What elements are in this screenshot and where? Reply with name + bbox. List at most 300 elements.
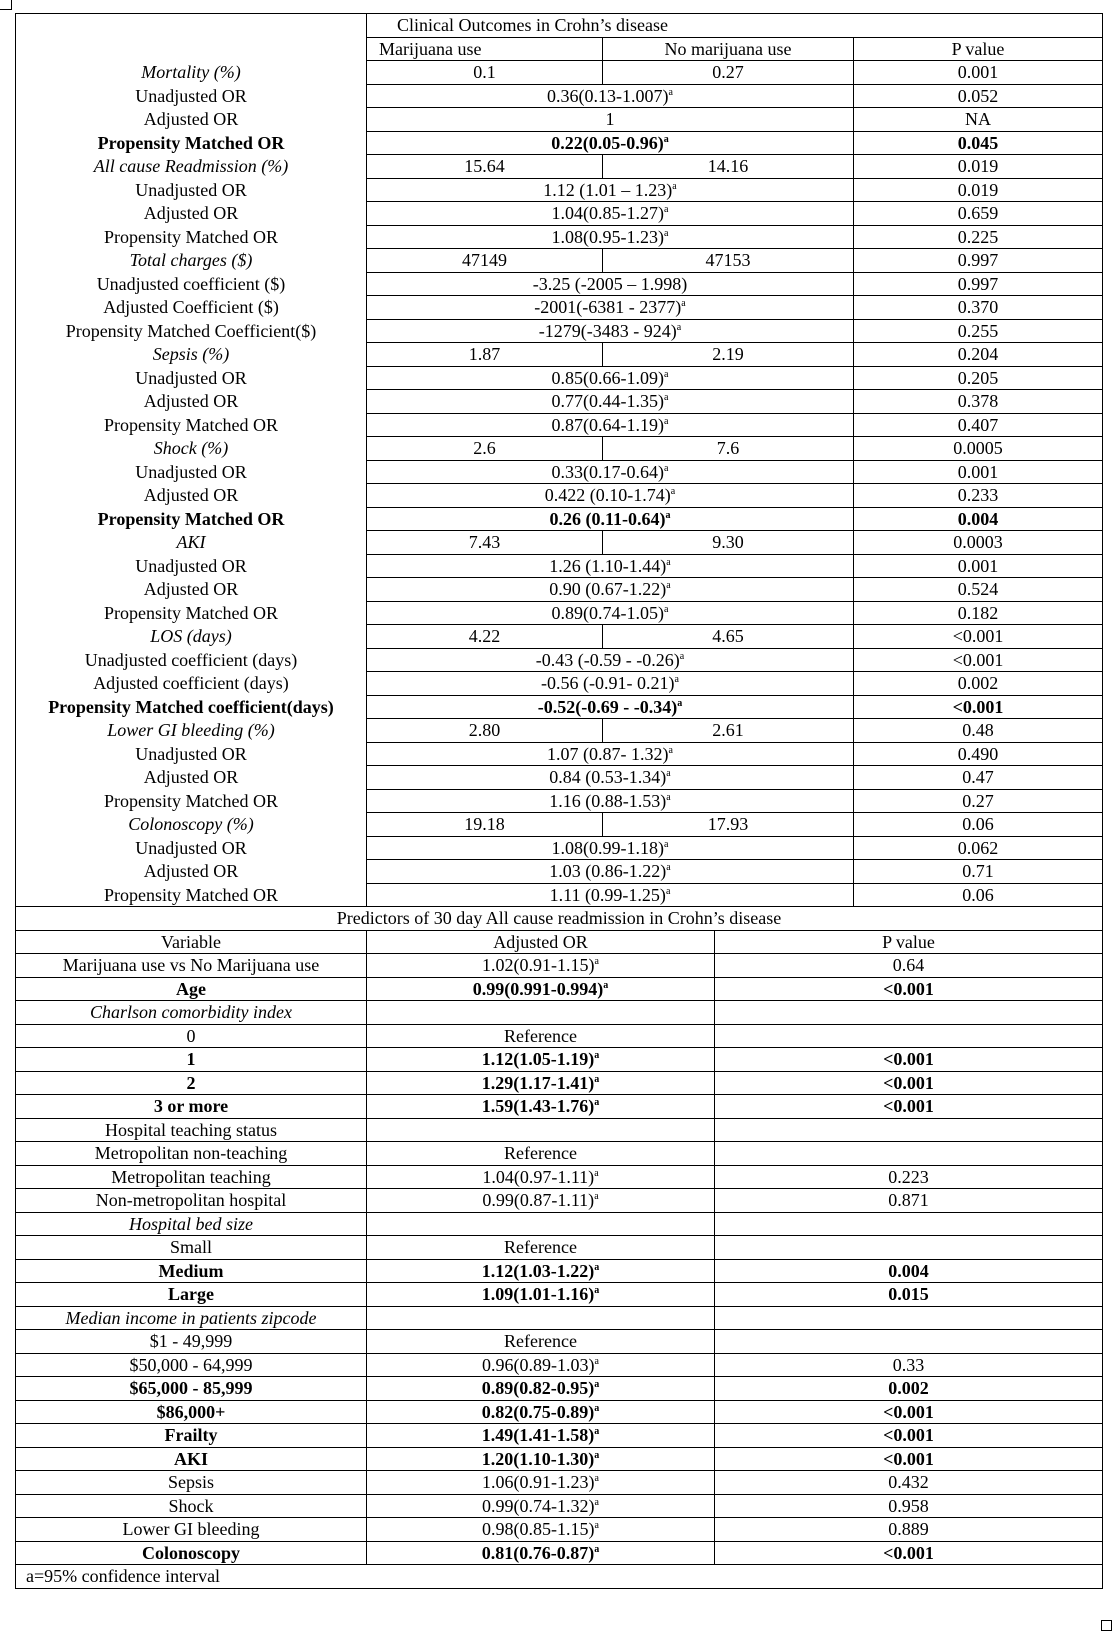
adjusted-or-cell bbox=[367, 1118, 715, 1142]
table-row bbox=[16, 672, 1103, 696]
p-value: 0.71 bbox=[854, 860, 1103, 884]
estimate-value: 0.77(0.44-1.35) bbox=[551, 391, 665, 412]
variable-label: Medium bbox=[16, 1259, 367, 1283]
p-value: <0.001 bbox=[715, 1400, 1103, 1424]
estimate-value: -0.43 (-0.59 - -0.26) bbox=[535, 649, 680, 670]
table-row bbox=[16, 202, 1103, 226]
table-row bbox=[16, 1471, 1103, 1495]
row-label: All cause Readmission (%) bbox=[16, 155, 367, 179]
marijuana-value: 15.64 bbox=[367, 155, 603, 179]
adjusted-or-cell bbox=[367, 1095, 715, 1119]
header-marijuana-use: Marijuana use bbox=[367, 37, 603, 61]
variable-label: Small bbox=[16, 1236, 367, 1260]
estimate-cell bbox=[367, 742, 854, 766]
table-row bbox=[16, 1447, 1103, 1471]
adjusted-or-cell bbox=[367, 1424, 715, 1448]
row-label: Adjusted OR bbox=[16, 766, 367, 790]
table-row bbox=[16, 343, 1103, 367]
table-row bbox=[16, 390, 1103, 414]
ci-footnote-marker: a bbox=[594, 1449, 600, 1461]
table-row bbox=[16, 1306, 1103, 1330]
table-row bbox=[16, 1142, 1103, 1166]
ci-footnote-marker: a bbox=[672, 180, 677, 192]
estimate-cell bbox=[367, 578, 854, 602]
estimate-cell bbox=[367, 883, 854, 907]
table-row bbox=[16, 61, 1103, 85]
ci-footnote-marker: a bbox=[664, 415, 669, 427]
estimate-cell bbox=[367, 272, 854, 296]
table-row bbox=[16, 719, 1103, 743]
ci-footnote-marker: a bbox=[674, 674, 679, 686]
ci-footnote-marker: a bbox=[664, 227, 669, 239]
adjusted-or-cell bbox=[367, 1353, 715, 1377]
p-value: 0.015 bbox=[715, 1283, 1103, 1307]
adjusted-or-value: 1.12(1.05-1.19) bbox=[481, 1049, 595, 1070]
p-value: 0.001 bbox=[854, 554, 1103, 578]
adjusted-or-value: 0.82(0.75-0.89) bbox=[481, 1401, 595, 1422]
row-label: Unadjusted OR bbox=[16, 554, 367, 578]
p-value: 0.233 bbox=[854, 484, 1103, 508]
p-value: 0.958 bbox=[715, 1494, 1103, 1518]
table-row bbox=[16, 860, 1103, 884]
table-row bbox=[16, 249, 1103, 273]
ci-footnote-marker: a bbox=[681, 298, 686, 310]
row-label: Propensity Matched OR bbox=[16, 225, 367, 249]
row-label: Unadjusted OR bbox=[16, 836, 367, 860]
table-row bbox=[16, 695, 1103, 719]
table-row bbox=[16, 1494, 1103, 1518]
variable-label: 1 bbox=[16, 1048, 367, 1072]
adjusted-or-cell bbox=[367, 1212, 715, 1236]
marijuana-value: 1.87 bbox=[367, 343, 603, 367]
no-marijuana-value: 0.27 bbox=[603, 61, 854, 85]
ci-footnote-marker: a bbox=[594, 1473, 599, 1485]
estimate-value: -0.52(-0.69 - -0.34) bbox=[537, 696, 678, 717]
p-value: 0.33 bbox=[715, 1353, 1103, 1377]
ci-footnote-marker: a bbox=[594, 1073, 600, 1085]
document-page bbox=[15, 13, 1102, 1589]
ci-footnote-marker: a bbox=[679, 650, 685, 662]
variable-label: Metropolitan non-teaching bbox=[16, 1142, 367, 1166]
p-value: 0.019 bbox=[854, 178, 1103, 202]
ci-footnote-marker: a bbox=[670, 486, 676, 498]
footnote-row bbox=[16, 1565, 1103, 1589]
no-marijuana-value: 47153 bbox=[603, 249, 854, 273]
clinical-outcomes-title: Clinical Outcomes in Crohn’s disease bbox=[367, 14, 1103, 38]
adjusted-or-cell bbox=[367, 1283, 715, 1307]
table-row bbox=[16, 1518, 1103, 1542]
p-value: 0.182 bbox=[854, 601, 1103, 625]
p-value: <0.001 bbox=[715, 977, 1103, 1001]
p-value: 0.524 bbox=[854, 578, 1103, 602]
table-row bbox=[16, 648, 1103, 672]
predictors-title: Predictors of 30 day All cause readmission in Crohn’s disease bbox=[16, 907, 1103, 931]
adjusted-or-value: 0.99(0.991-0.994) bbox=[472, 978, 604, 999]
ci-footnote-marker: a bbox=[594, 1285, 600, 1297]
estimate-cell bbox=[367, 131, 854, 155]
p-value: 0.370 bbox=[854, 296, 1103, 320]
adjusted-or-value: 1.59(1.43-1.76) bbox=[481, 1096, 595, 1117]
table-row bbox=[16, 836, 1103, 860]
variable-label: 3 or more bbox=[16, 1095, 367, 1119]
row-label: Adjusted coefficient (days) bbox=[16, 672, 367, 696]
adjusted-or-cell bbox=[367, 1306, 715, 1330]
document-corner-mark bbox=[0, 0, 12, 10]
row-label: Propensity Matched OR bbox=[16, 507, 367, 531]
row-label: Propensity Matched OR bbox=[16, 413, 367, 437]
table-row bbox=[16, 296, 1103, 320]
no-marijuana-value: 7.6 bbox=[603, 437, 854, 461]
adjusted-or-cell bbox=[367, 1048, 715, 1072]
table-row bbox=[16, 155, 1103, 179]
ci-footnote-marker: a bbox=[664, 204, 669, 216]
p-value bbox=[715, 1330, 1103, 1354]
table-row bbox=[16, 1001, 1103, 1025]
ci-footnote-marker: a bbox=[668, 744, 673, 756]
adjusted-or-cell bbox=[367, 1541, 715, 1565]
p-value: <0.001 bbox=[715, 1071, 1103, 1095]
marijuana-value: 2.80 bbox=[367, 719, 603, 743]
adjusted-or-value: Reference bbox=[504, 1143, 577, 1164]
p-value: 0.378 bbox=[854, 390, 1103, 414]
p-value: 0.889 bbox=[715, 1518, 1103, 1542]
p-value: 0.0003 bbox=[854, 531, 1103, 555]
p-value: <0.001 bbox=[854, 648, 1103, 672]
no-marijuana-value: 9.30 bbox=[603, 531, 854, 555]
table-row bbox=[16, 484, 1103, 508]
table-row bbox=[16, 1283, 1103, 1307]
ci-footnote-marker: a bbox=[668, 86, 673, 98]
estimate-cell bbox=[367, 554, 854, 578]
p-value: 0.64 bbox=[715, 954, 1103, 978]
header-p-value: P value bbox=[854, 37, 1103, 61]
table-title-row bbox=[16, 907, 1103, 931]
p-value bbox=[715, 1024, 1103, 1048]
row-label: AKI bbox=[16, 531, 367, 555]
header-no-marijuana-use: No marijuana use bbox=[603, 37, 854, 61]
table-row bbox=[16, 1353, 1103, 1377]
p-value: 0.062 bbox=[854, 836, 1103, 860]
p-value: 0.004 bbox=[854, 507, 1103, 531]
adjusted-or-value: 1.06(0.91-1.23) bbox=[482, 1472, 595, 1493]
row-label: Adjusted OR bbox=[16, 578, 367, 602]
variable-label: Large bbox=[16, 1283, 367, 1307]
estimate-cell bbox=[367, 601, 854, 625]
table-row bbox=[16, 1259, 1103, 1283]
p-value: 0.001 bbox=[854, 61, 1103, 85]
p-value: 0.001 bbox=[854, 460, 1103, 484]
p-value: 0.052 bbox=[854, 84, 1103, 108]
variable-label: 0 bbox=[16, 1024, 367, 1048]
marijuana-value: 19.18 bbox=[367, 813, 603, 837]
predictors-table bbox=[15, 931, 1103, 1589]
estimate-value: 0.89(0.74-1.05) bbox=[551, 602, 665, 623]
table-row bbox=[16, 413, 1103, 437]
ci-footnote-marker: a bbox=[594, 1379, 600, 1391]
estimate-cell bbox=[367, 789, 854, 813]
table-row bbox=[16, 883, 1103, 907]
ci-footnote-marker: a bbox=[594, 1097, 600, 1109]
ci-footnote-marker: a bbox=[594, 1426, 600, 1438]
table-row bbox=[16, 1330, 1103, 1354]
variable-label: Colonoscopy bbox=[16, 1541, 367, 1565]
adjusted-or-cell bbox=[367, 1189, 715, 1213]
adjusted-or-cell bbox=[367, 1400, 715, 1424]
ci-footnote-marker: a bbox=[603, 979, 609, 991]
ci-footnote-marker: a bbox=[677, 697, 683, 709]
footnote-section bbox=[16, 1565, 1103, 1589]
row-label: Adjusted OR bbox=[16, 860, 367, 884]
ci-footnote-marker: a bbox=[666, 768, 671, 780]
p-value: 0.255 bbox=[854, 319, 1103, 343]
p-value: <0.001 bbox=[715, 1541, 1103, 1565]
adjusted-or-cell bbox=[367, 1142, 715, 1166]
row-label: Unadjusted OR bbox=[16, 84, 367, 108]
outcomes-table bbox=[15, 13, 1103, 931]
table-row bbox=[16, 1377, 1103, 1401]
header-p-value: P value bbox=[715, 931, 1103, 954]
estimate-value: 0.22(0.05-0.96) bbox=[551, 132, 664, 153]
table-row bbox=[16, 554, 1103, 578]
estimate-value: -2001(-6381 - 2377) bbox=[534, 297, 682, 318]
table-row bbox=[16, 272, 1103, 296]
variable-label: $50,000 - 64,999 bbox=[16, 1353, 367, 1377]
document-resize-handle[interactable] bbox=[1101, 1620, 1112, 1631]
ci-footnote-marker: a bbox=[594, 1355, 599, 1367]
ci-footnote-marker: a bbox=[666, 862, 671, 874]
marijuana-value: 47149 bbox=[367, 249, 603, 273]
estimate-cell bbox=[367, 695, 854, 719]
adjusted-or-value: 0.89(0.82-0.95) bbox=[481, 1378, 595, 1399]
estimate-value: -3.25 (-2005 – 1.998) bbox=[532, 273, 688, 294]
ci-footnote-marker: a bbox=[594, 1520, 599, 1532]
table-row bbox=[16, 507, 1103, 531]
adjusted-or-cell bbox=[367, 1518, 715, 1542]
ci-footnote-marker: a bbox=[664, 368, 669, 380]
table-row bbox=[16, 1165, 1103, 1189]
table-row bbox=[16, 460, 1103, 484]
estimate-cell bbox=[367, 202, 854, 226]
estimate-value: 1.26 (1.10-1.44) bbox=[549, 555, 667, 576]
adjusted-or-value: 0.98(0.85-1.15) bbox=[482, 1519, 595, 1540]
estimate-cell bbox=[367, 108, 854, 132]
variable-label: 2 bbox=[16, 1071, 367, 1095]
row-label: Unadjusted OR bbox=[16, 366, 367, 390]
p-value: NA bbox=[854, 108, 1103, 132]
row-label: Propensity Matched Coefficient($) bbox=[16, 319, 367, 343]
adjusted-or-value: 1.09(1.01-1.16) bbox=[481, 1284, 595, 1305]
adjusted-or-cell bbox=[367, 1494, 715, 1518]
p-value: 0.490 bbox=[854, 742, 1103, 766]
row-label: Unadjusted OR bbox=[16, 460, 367, 484]
table-row bbox=[16, 766, 1103, 790]
variable-label: Median income in patients zipcode bbox=[16, 1306, 367, 1330]
predictors-section-head bbox=[16, 907, 1103, 931]
estimate-cell bbox=[367, 672, 854, 696]
table-title-row bbox=[16, 14, 1103, 38]
row-label: Shock (%) bbox=[16, 437, 367, 461]
ci-footnote-marker: a bbox=[666, 556, 671, 568]
table-row bbox=[16, 813, 1103, 837]
estimate-cell bbox=[367, 460, 854, 484]
variable-label: Lower GI bleeding bbox=[16, 1518, 367, 1542]
adjusted-or-cell bbox=[367, 1259, 715, 1283]
estimate-cell bbox=[367, 390, 854, 414]
adjusted-or-value: 1.20(1.10-1.30) bbox=[481, 1448, 595, 1469]
table-row bbox=[16, 1424, 1103, 1448]
adjusted-or-value: Reference bbox=[504, 1025, 577, 1046]
estimate-value: 0.422 (0.10-1.74) bbox=[544, 485, 671, 506]
p-value: 0.48 bbox=[854, 719, 1103, 743]
adjusted-or-cell bbox=[367, 1330, 715, 1354]
p-value: 0.045 bbox=[854, 131, 1103, 155]
no-marijuana-value: 2.19 bbox=[603, 343, 854, 367]
estimate-value: -0.56 (-0.91- 0.21) bbox=[541, 673, 675, 694]
p-value bbox=[715, 1236, 1103, 1260]
p-value: <0.001 bbox=[854, 695, 1103, 719]
table-row bbox=[16, 789, 1103, 813]
estimate-value: 1.03 (0.86-1.22) bbox=[549, 861, 667, 882]
ci-footnote-marker: a bbox=[666, 580, 671, 592]
variable-label: Hospital bed size bbox=[16, 1212, 367, 1236]
adjusted-or-cell bbox=[367, 1024, 715, 1048]
table-row bbox=[16, 1212, 1103, 1236]
variable-label: Hospital teaching status bbox=[16, 1118, 367, 1142]
estimate-cell bbox=[367, 225, 854, 249]
p-value: 0.002 bbox=[715, 1377, 1103, 1401]
p-value: 0.997 bbox=[854, 249, 1103, 273]
p-value: <0.001 bbox=[715, 1424, 1103, 1448]
ci-footnote-marker: a bbox=[665, 509, 671, 521]
adjusted-or-value: Reference bbox=[504, 1331, 577, 1352]
p-value: 0.225 bbox=[854, 225, 1103, 249]
estimate-cell bbox=[367, 178, 854, 202]
table-row bbox=[16, 1541, 1103, 1565]
variable-label: $1 - 49,999 bbox=[16, 1330, 367, 1354]
row-label: Unadjusted OR bbox=[16, 742, 367, 766]
estimate-value: 0.26 (0.11-0.64) bbox=[549, 508, 666, 529]
variable-label: Metropolitan teaching bbox=[16, 1165, 367, 1189]
table-row bbox=[16, 1118, 1103, 1142]
estimate-value: 0.33(0.17-0.64) bbox=[551, 461, 665, 482]
row-label: Adjusted OR bbox=[16, 202, 367, 226]
ci-footnote-marker: a bbox=[664, 392, 669, 404]
estimate-cell bbox=[367, 84, 854, 108]
p-value: <0.001 bbox=[715, 1447, 1103, 1471]
ci-footnote-marker: a bbox=[594, 1261, 600, 1273]
row-label: Unadjusted OR bbox=[16, 178, 367, 202]
table-row bbox=[16, 1048, 1103, 1072]
p-value: 0.432 bbox=[715, 1471, 1103, 1495]
adjusted-or-cell bbox=[367, 1071, 715, 1095]
ci-footnote-marker: a bbox=[594, 1167, 599, 1179]
table-row bbox=[16, 531, 1103, 555]
table-row bbox=[16, 1189, 1103, 1213]
estimate-value: 1.11 (0.99-1.25) bbox=[549, 884, 666, 905]
p-value bbox=[715, 1118, 1103, 1142]
estimate-value: 0.90 (0.67-1.22) bbox=[549, 579, 667, 600]
p-value: 0.0005 bbox=[854, 437, 1103, 461]
adjusted-or-value: 0.96(0.89-1.03) bbox=[482, 1354, 595, 1375]
estimate-cell bbox=[367, 860, 854, 884]
p-value: 0.06 bbox=[854, 813, 1103, 837]
table-row bbox=[16, 954, 1103, 978]
p-value: 0.205 bbox=[854, 366, 1103, 390]
adjusted-or-cell bbox=[367, 1236, 715, 1260]
row-label: Unadjusted coefficient (days) bbox=[16, 648, 367, 672]
no-marijuana-value: 2.61 bbox=[603, 719, 854, 743]
table-row bbox=[16, 1024, 1103, 1048]
table-row bbox=[16, 742, 1103, 766]
adjusted-or-value: 1.04(0.97-1.11) bbox=[482, 1166, 595, 1187]
ci-footnote-marker: a bbox=[676, 321, 682, 333]
header-adjusted-or: Adjusted OR bbox=[367, 931, 715, 954]
adjusted-or-cell bbox=[367, 1165, 715, 1189]
variable-label: Sepsis bbox=[16, 1471, 367, 1495]
estimate-cell bbox=[367, 319, 854, 343]
adjusted-or-value: 0.81(0.76-0.87) bbox=[481, 1542, 595, 1563]
row-label: Sepsis (%) bbox=[16, 343, 367, 367]
table-row bbox=[16, 601, 1103, 625]
estimate-cell bbox=[367, 413, 854, 437]
estimate-cell bbox=[367, 507, 854, 531]
table-row bbox=[16, 225, 1103, 249]
estimate-value: 1.08(0.99-1.18) bbox=[551, 837, 665, 858]
adjusted-or-value: 0.99(0.74-1.32) bbox=[482, 1495, 595, 1516]
ci-footnote-marker: a bbox=[664, 603, 669, 615]
estimate-value: -1279(-3483 - 924) bbox=[538, 320, 677, 341]
row-label: Propensity Matched OR bbox=[16, 601, 367, 625]
ci-footnote-marker: a bbox=[663, 133, 669, 145]
adjusted-or-value: 1.02(0.91-1.15) bbox=[482, 955, 595, 976]
estimate-value: 1.16 (0.88-1.53) bbox=[549, 790, 667, 811]
row-label: Propensity Matched OR bbox=[16, 883, 367, 907]
estimate-cell bbox=[367, 836, 854, 860]
table-row bbox=[16, 1236, 1103, 1260]
p-value: 0.27 bbox=[854, 789, 1103, 813]
table-row bbox=[16, 84, 1103, 108]
ci-footnote-marker: a bbox=[665, 885, 671, 897]
variable-label: AKI bbox=[16, 1447, 367, 1471]
ci-footnote-marker: a bbox=[594, 1402, 600, 1414]
adjusted-or-value: 0.99(0.87-1.11) bbox=[482, 1190, 595, 1211]
table-row bbox=[16, 1095, 1103, 1119]
estimate-value: 1.04(0.85-1.27) bbox=[551, 203, 665, 224]
variable-label: $86,000+ bbox=[16, 1400, 367, 1424]
estimate-cell bbox=[367, 484, 854, 508]
adjusted-or-value: Reference bbox=[504, 1237, 577, 1258]
variable-label: $65,000 - 85,999 bbox=[16, 1377, 367, 1401]
table-row bbox=[16, 578, 1103, 602]
header-blank bbox=[16, 37, 367, 61]
p-value: 0.06 bbox=[854, 883, 1103, 907]
variable-label: Charlson comorbidity index bbox=[16, 1001, 367, 1025]
adjusted-or-cell bbox=[367, 1377, 715, 1401]
p-value bbox=[715, 1306, 1103, 1330]
table-row bbox=[16, 1400, 1103, 1424]
estimate-value: 0.36(0.13-1.007) bbox=[547, 85, 669, 106]
adjusted-or-value: 1.49(1.41-1.58) bbox=[481, 1425, 595, 1446]
estimate-cell bbox=[367, 366, 854, 390]
p-value: 0.659 bbox=[854, 202, 1103, 226]
p-value: 0.407 bbox=[854, 413, 1103, 437]
ci-footnote-marker: a bbox=[594, 956, 599, 968]
row-label: Lower GI bleeding (%) bbox=[16, 719, 367, 743]
ci-footnote-marker: a bbox=[594, 1191, 599, 1203]
p-value: 0.204 bbox=[854, 343, 1103, 367]
table-row bbox=[16, 319, 1103, 343]
table-row bbox=[16, 625, 1103, 649]
